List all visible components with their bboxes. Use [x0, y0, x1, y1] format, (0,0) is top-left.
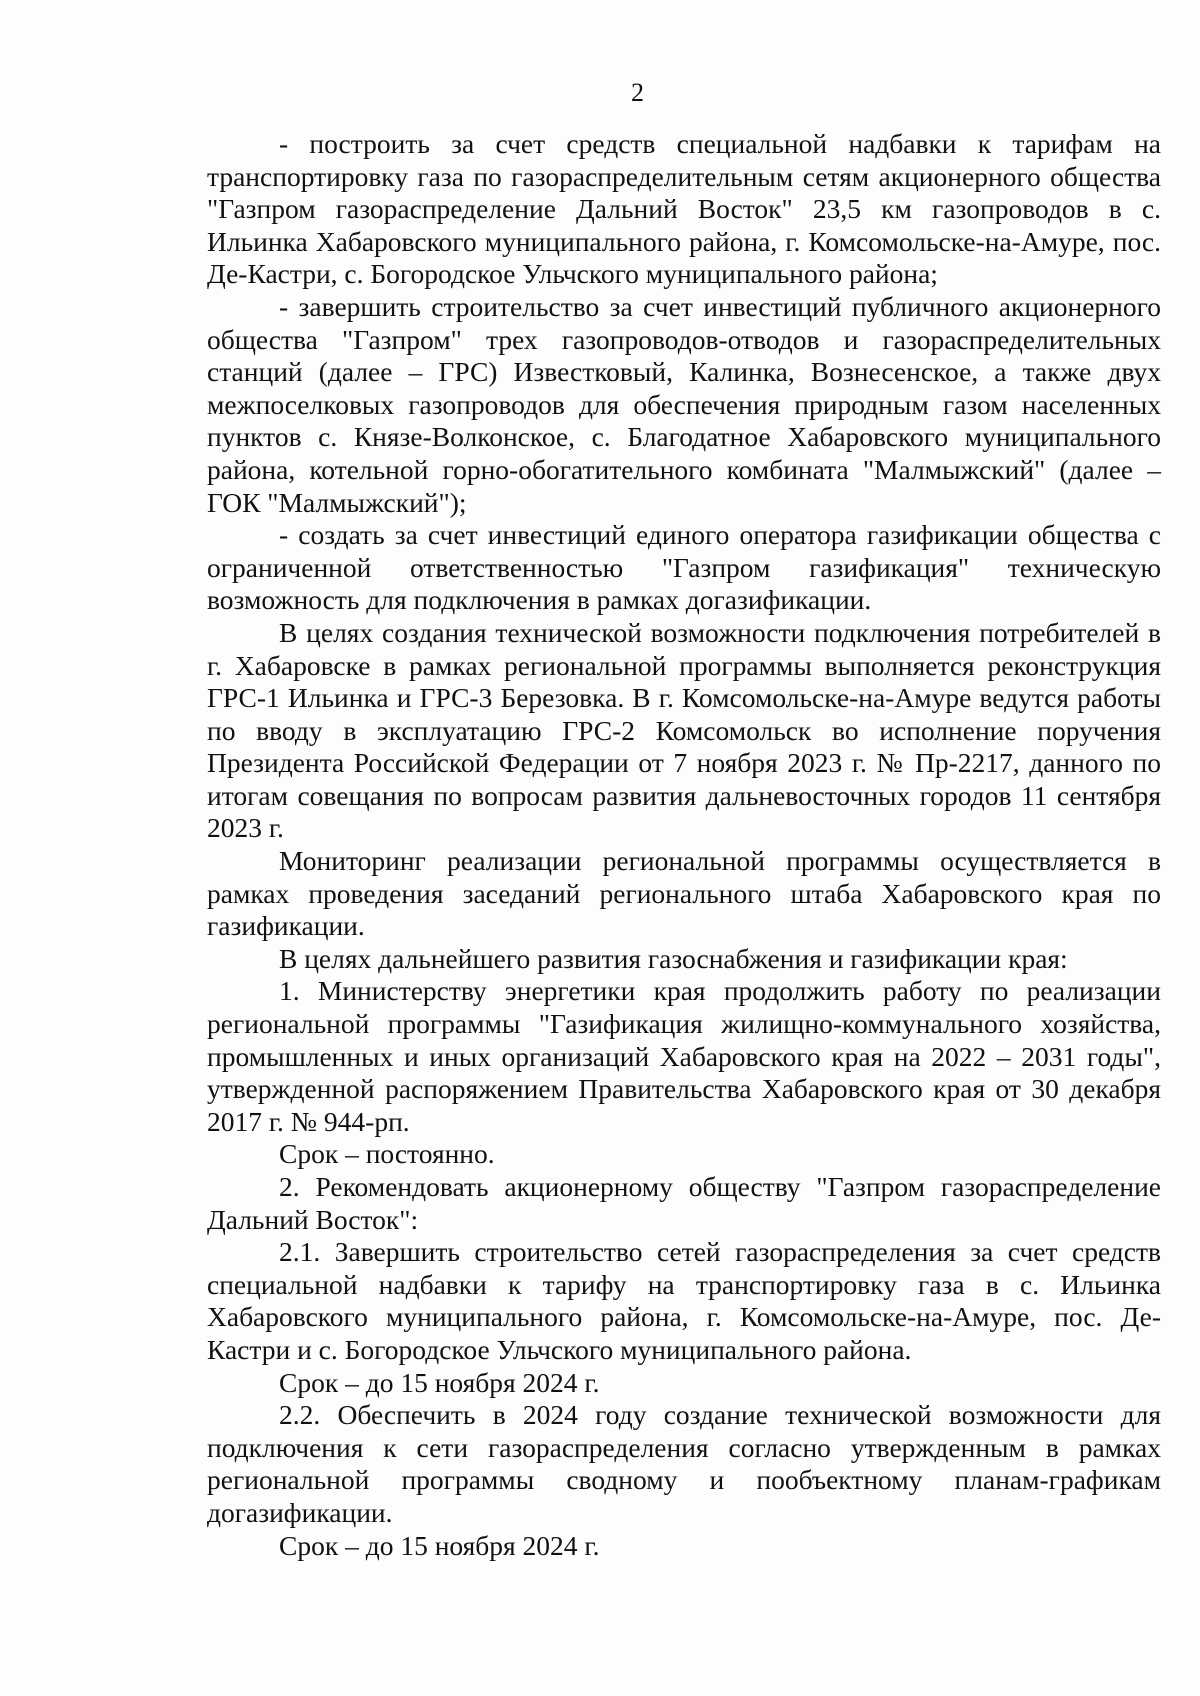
paragraph-item-1: 1. Министерству энергетики края продолжить работу по реализации региональной программы "Газификация жилищно-коммунального хозяйства, промышленных и иных организаций Хабаровского края на 2022 – 2031 годы", утвержденной распоряжением Правительства Хабаровского края от 30 декабря 2017 г. № 944-рп. — [207, 975, 1161, 1137]
paragraph-item-2-1: 2.1. Завершить строительство сетей газораспределения за счет средств специальной надбавки к тарифу на транспортировку газа в с. Ильинка Хабаровского муниципального района, г. Комсомольске-на-Амуре, пос. Де-Кастри и с. Богородское Ульчского муниципального района. — [207, 1236, 1161, 1365]
paragraph-item-2-2: 2.2. Обеспечить в 2024 году создание технической возможности для подключения к сети газораспределения согласно утвержденным в рамках региональной программы сводному и пообъектному планам-графикам догазификации. — [207, 1399, 1161, 1528]
paragraph-deadline-permanent: Срок – постоянно. — [279, 1138, 495, 1170]
document-body — [207, 128, 1161, 1562]
paragraph-deadline-2-1: Срок – до 15 ноября 2024 г. — [279, 1366, 600, 1398]
paragraph-create-capability: - создать за счет инвестиций единого оператора газификации общества с ограниченной ответственностью "Газпром газификация" техническую возможность для подключения в рамках догазификации. — [207, 519, 1161, 616]
paragraph-complete-construction: - завершить строительство за счет инвестиций публичного акционерного общества "Газпром" трех газопроводов-отводов и газораспределительных станций (далее – ГРС) Известковый, Калинка, Вознесенское, а также двух межпоселковых газопроводов для обеспечения природным газом населенных пунктов с. Князе-Волконское, с. Благодатное Хабаровского муниципального района, котельной горно-обогатительного комбината "Малмыжский" (далее – ГОК "Малмыжский"); — [207, 290, 1161, 518]
paragraph-khabarovsk-reconstruction: В целях создания технической возможности подключения потребителей в г. Хабаровске в рамках региональной программы выполняется реконструкция ГРС-1 Ильинка и ГРС-3 Березовка. В г. Комсомольске-на-Амуре ведутся работы по вводу в эксплуатацию ГРС-2 Комсомольск во исполнение поручения Президента Российской Федерации от 7 ноября 2023 г. № Пр-2217, данного по итогам совещания по вопросам развития дальневосточных городов 11 сентября 2023 г. — [207, 616, 1161, 844]
paragraph-item-2: 2. Рекомендовать акционерному обществу "Газпром газораспределение Дальний Восток": — [207, 1171, 1161, 1235]
paragraph-build-pipelines: - построить за счет средств специальной надбавки к тарифам на транспортировку газа по газораспределительным сетям акционерного общества "Газпром газораспределение Дальний Восток" 23,5 км газопроводов в с. Ильинка Хабаровского муниципального района, г. Комсомольске-на-Амуре, пос. Де-Кастри, с. Богородское Ульчского муниципального района; — [207, 128, 1161, 290]
paragraph-further-development: В целях дальнейшего развития газоснабжения и газификации края: — [279, 942, 1068, 974]
page-number: 2 — [631, 78, 644, 107]
paragraph-deadline-2-2: Срок – до 15 ноября 2024 г. — [279, 1529, 600, 1561]
paragraph-monitoring: Мониторинг реализации региональной программы осуществляется в рамках проведения заседаний регионального штаба Хабаровского края по газификации. — [207, 845, 1161, 942]
